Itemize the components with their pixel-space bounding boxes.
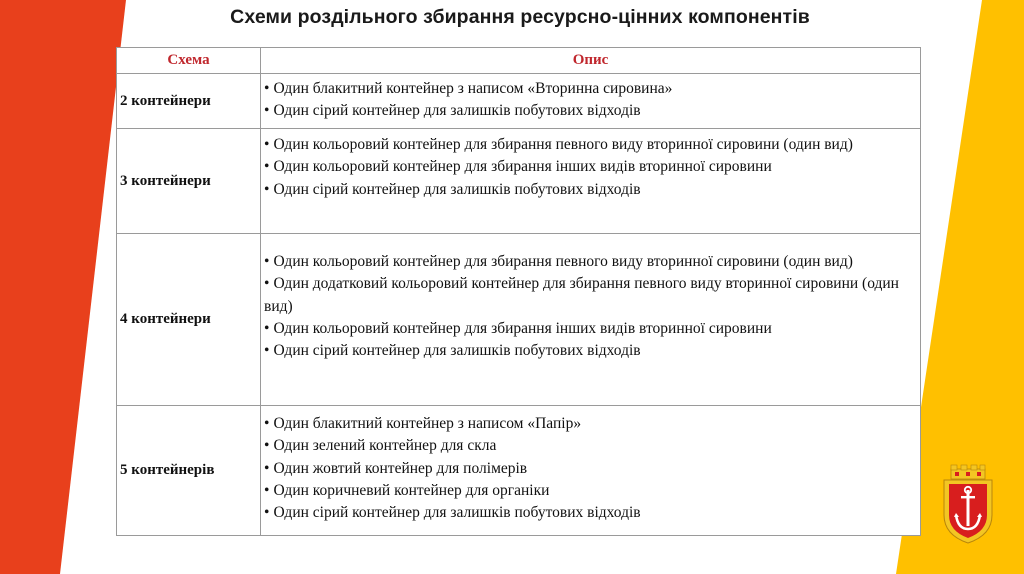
table-row xyxy=(117,129,921,234)
scheme-cell: 3 контейнери xyxy=(117,129,261,234)
table-row xyxy=(117,234,921,406)
description-cell xyxy=(261,74,921,129)
header-scheme: Схема xyxy=(117,48,261,74)
description-line: • Один кольоровий контейнер для збирання певного виду вторинної сировини (один вид) xyxy=(264,253,853,270)
left-red-band xyxy=(0,0,126,574)
slide-title: Схеми роздільного збирання ресурсно-цінних компонентів xyxy=(230,6,810,28)
scheme-cell: 2 контейнери xyxy=(117,74,261,129)
description-cell xyxy=(261,234,921,406)
description-line: • Один додатковий кольоровий контейнер для збирання певного виду вторинної сировини (один вид) xyxy=(264,275,899,315)
description-line: • Один кольоровий контейнер для збирання інших видів вторинної сировини xyxy=(264,319,772,337)
description-cell xyxy=(261,406,921,536)
description-line: • Один сірий контейнер для залишків побутових відходів xyxy=(264,504,641,522)
description-line: • Один кольоровий контейнер для збирання певного виду вторинної сировини (один вид) xyxy=(264,136,853,153)
description-line: • Один сірий контейнер для залишків побутових відходів xyxy=(264,102,641,120)
schemes-table xyxy=(116,47,921,536)
table-row xyxy=(117,406,921,536)
scheme-cell: 4 контейнери xyxy=(117,234,261,406)
description-cell xyxy=(261,129,921,234)
scheme-cell: 5 контейнерів xyxy=(117,406,261,536)
header-description: Опис xyxy=(261,48,921,74)
description-line: • Один жовтий контейнер для полімерів xyxy=(264,459,528,477)
description-line: • Один сірий контейнер для залишків побутових відходів xyxy=(264,342,641,360)
description-line: • Один блакитний контейнер з написом «Вторинна сировина» xyxy=(264,80,673,97)
description-line: • Один зелений контейнер для скла xyxy=(264,437,497,455)
table-header-row xyxy=(117,48,921,74)
table-row xyxy=(117,74,921,129)
description-line: • Один коричневий контейнер для органіки xyxy=(264,481,550,499)
odesa-coat-of-arms-icon xyxy=(941,463,995,545)
description-line: • Один блакитний контейнер з написом «Папір» xyxy=(264,415,582,432)
description-line: • Один кольоровий контейнер для збирання інших видів вторинної сировини xyxy=(264,158,772,176)
description-line: • Один сірий контейнер для залишків побутових відходів xyxy=(264,180,641,198)
